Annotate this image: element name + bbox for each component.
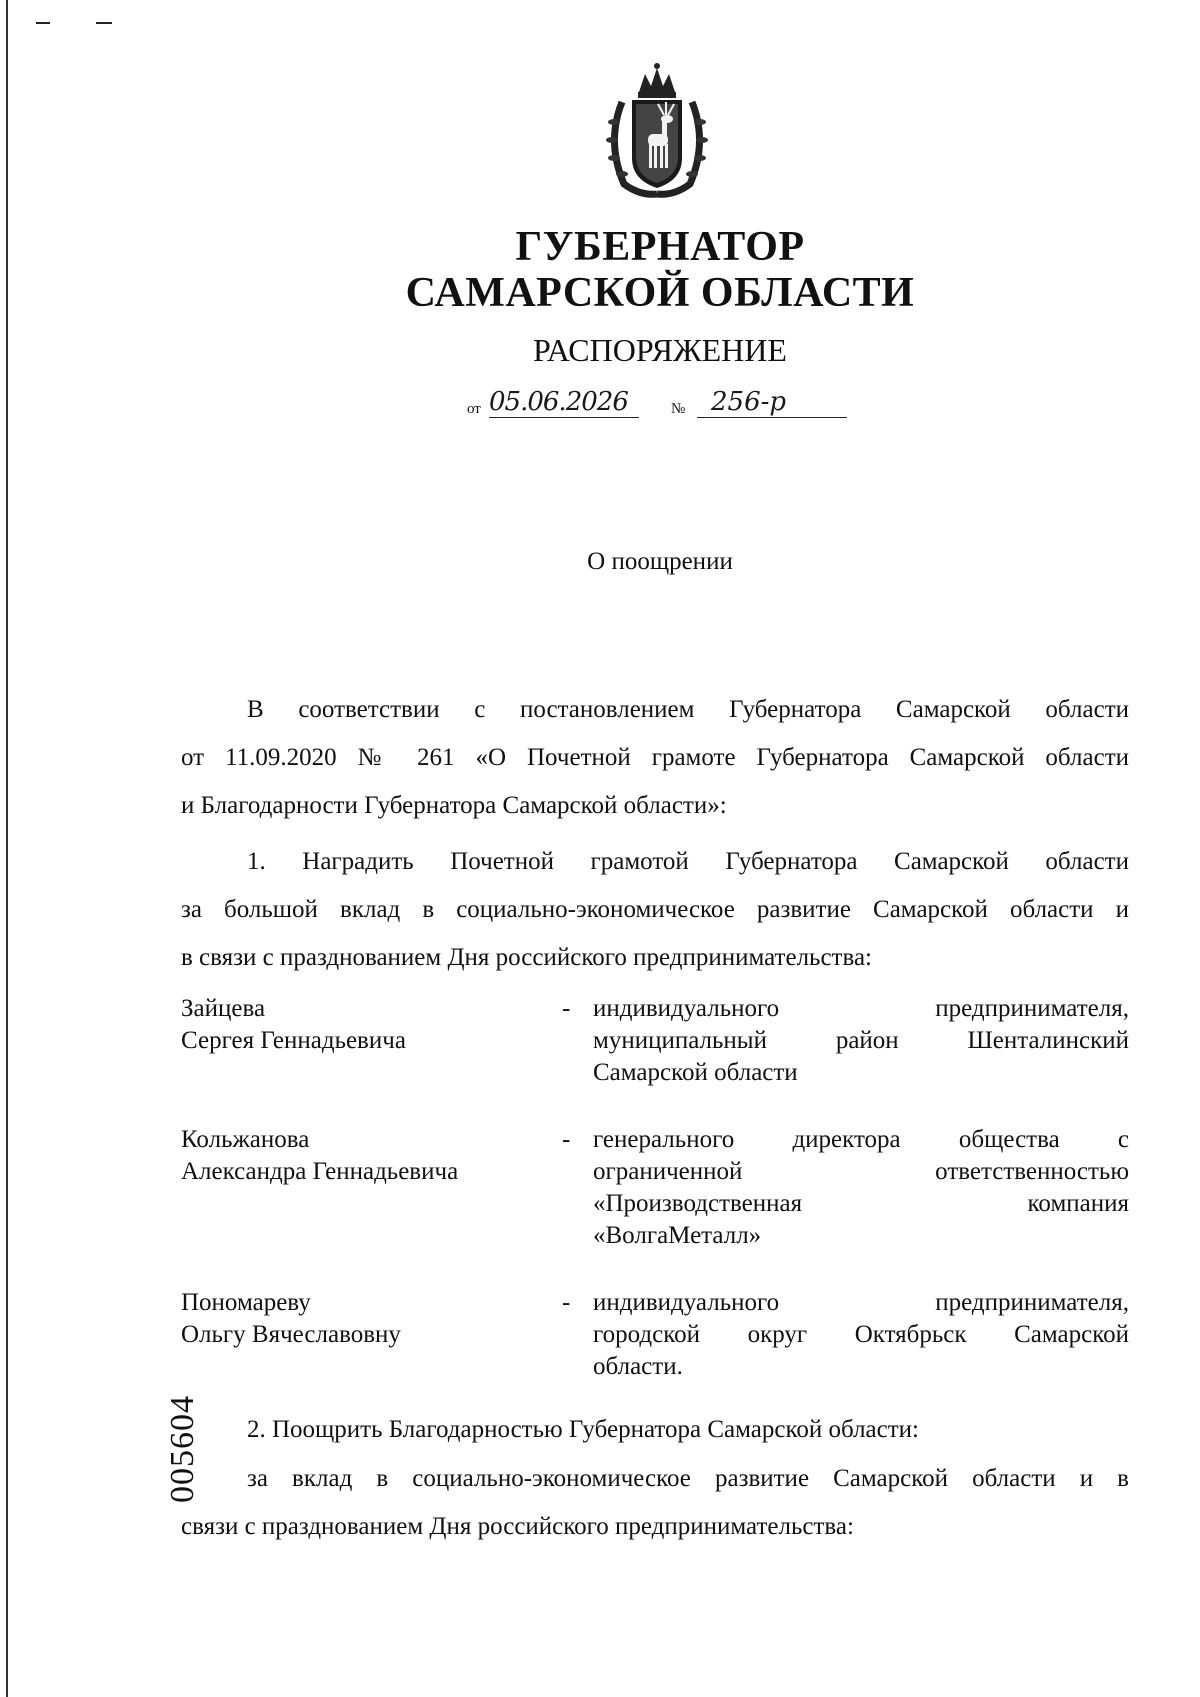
awardee-description-line: индивидуального предпринимателя, bbox=[593, 1289, 1129, 1316]
awardee-given-names: Сергея Геннадьевича bbox=[181, 1027, 406, 1054]
awardee-description-line: ограниченной ответственностью bbox=[593, 1158, 1129, 1185]
item-1-line: 1. Наградить Почетной грамотой Губернатора Самарской области bbox=[247, 848, 1129, 875]
preamble-line: и Благодарности Губернатора Самарской области»: bbox=[181, 792, 727, 819]
date-prefix: от bbox=[467, 401, 481, 417]
item-2-paragraph bbox=[181, 1406, 1129, 1454]
preamble-line: от 11.09.2020 № 261 «О Почетной грамоте Губернатора Самарской области bbox=[181, 744, 1129, 771]
awardee-description bbox=[593, 1287, 1129, 1383]
scan-corner-mark bbox=[96, 22, 112, 24]
awardee-given-names: Александра Геннадьевича bbox=[181, 1158, 459, 1185]
scan-corner-mark bbox=[36, 22, 50, 24]
coat-of-arms-icon bbox=[600, 62, 714, 200]
awardee-surname: Пономареву bbox=[181, 1289, 311, 1316]
awardee-description bbox=[593, 1124, 1129, 1252]
awardee-description-line: области. bbox=[593, 1353, 683, 1380]
preamble-line: В соответствии с постановлением Губернатора Самарской области bbox=[247, 696, 1129, 723]
item-1-line: за большой вклад в социально-экономическое развитие Самарской области и bbox=[181, 896, 1129, 923]
issuer-title-line1: ГУБЕРНАТОР bbox=[515, 224, 805, 270]
awardee-description-line: индивидуального предпринимателя, bbox=[593, 995, 1129, 1022]
awardee-dash: - bbox=[562, 995, 571, 1022]
date-number-line bbox=[463, 385, 863, 425]
item-1-line: в связи с празднованием Дня российского предпринимательства: bbox=[181, 944, 872, 971]
item-2-line: связи с празднованием Дня российского предпринимательства: bbox=[181, 1513, 854, 1540]
awardee-description-line: генерального директора общества с bbox=[593, 1126, 1129, 1153]
awardee-description-line: городской округ Октябрьск Самарской bbox=[593, 1321, 1129, 1348]
handwritten-date: 05.06.2026 bbox=[489, 387, 639, 418]
awardee-name bbox=[181, 1287, 561, 1351]
document-type: РАСПОРЯЖЕНИЕ bbox=[533, 332, 787, 368]
item-2-body bbox=[181, 1455, 1129, 1551]
item-2-line: за вклад в социально-экономическое развитие Самарской области и в bbox=[247, 1465, 1129, 1492]
item-2-line: 2. Поощрить Благодарностью Губернатора Самарской области: bbox=[247, 1416, 919, 1443]
preamble-paragraph bbox=[181, 686, 1129, 830]
handwritten-number: 256-р bbox=[697, 387, 847, 418]
awardee-description-line: муниципальный район Шенталинский bbox=[593, 1027, 1129, 1054]
awardee-surname: Кольжанова bbox=[181, 1126, 310, 1153]
serial-number: 005604 bbox=[164, 1395, 201, 1503]
awardee-description bbox=[593, 993, 1129, 1089]
issuer-title-line2: САМАРСКОЙ ОБЛАСТИ bbox=[405, 270, 915, 316]
awardee-name bbox=[181, 1124, 561, 1188]
number-prefix: № bbox=[671, 401, 686, 417]
awardee-name bbox=[181, 993, 561, 1057]
item-1-paragraph bbox=[181, 838, 1129, 982]
awardee-surname: Зайцева bbox=[181, 995, 266, 1022]
awardee-dash: - bbox=[562, 1289, 571, 1316]
awardee-description-line: Самарской области bbox=[593, 1059, 798, 1086]
document-subject: О поощрении bbox=[587, 548, 733, 575]
awardee-description-line: «ВолгаМеталл» bbox=[593, 1222, 762, 1249]
awardee-dash: - bbox=[562, 1126, 571, 1153]
awardee-given-names: Ольгу Вячеславовну bbox=[181, 1321, 401, 1348]
awardee-description-line: «Производственная компания bbox=[593, 1190, 1129, 1217]
